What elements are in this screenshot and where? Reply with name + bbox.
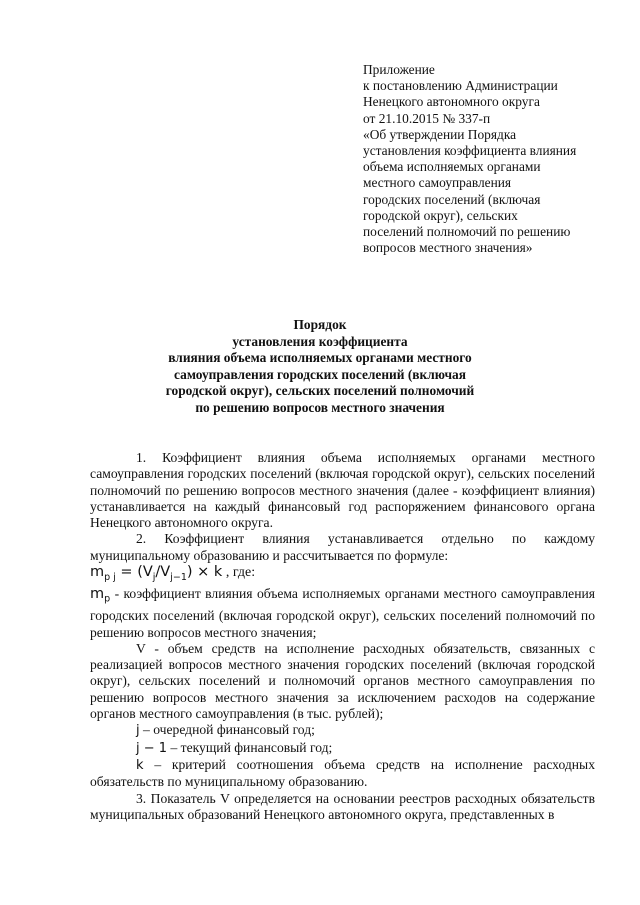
mp-symbol: m	[90, 586, 105, 603]
paragraph-3: 3. Показатель V определяется на основании реестров расходных обязательств муниципальных образований Ненецкого автономного округа, представленных в	[90, 790, 595, 822]
appendix-line: установления коэффициента влияния	[363, 143, 577, 159]
paragraph-1: 1. Коэффициент влияния объема исполняемых органами местного самоуправления городских поселений (включая городской округ), сельских поселений полномочий по решению вопросов местного значения (далее - коэффициент влияния) устанавливается на каждый финансовый год распоряжением финансового органа Ненецкого автономного округа.	[90, 450, 595, 531]
appendix-line: местного самоуправления	[363, 175, 512, 191]
appendix-line: городской округ), сельских	[363, 207, 518, 223]
formula-lhs: m	[90, 564, 105, 581]
j1-symbol: j − 1	[136, 740, 168, 756]
definition-j	[90, 722, 595, 739]
appendix-line: объема исполняемых органами	[363, 159, 541, 175]
k-symbol: k	[136, 757, 144, 773]
paragraph-2: 2. Коэффициент влияния устанавливается отдельно по каждому муниципальному образованию и рассчитывается по формуле:	[90, 531, 595, 563]
appendix-line: «Об утверждении Порядка	[363, 126, 517, 142]
appendix-line: от 21.10.2015 № 337-п	[363, 110, 491, 126]
definition-v: V - объем средств на исполнение расходных обязательств, связанных с реализацией вопросов местного значения городских поселений (включая городской округ), сельских поселений и полномочий органов местного самоуправления по решению вопросов местного значения за исключением расходов на содержание органов местного самоуправления (в тыс. рублей);	[90, 640, 595, 722]
title-line: городской округ), сельских поселений полномочий	[165, 383, 475, 398]
formula-open: (V	[137, 564, 153, 581]
appendix-header	[363, 62, 603, 256]
document-body	[90, 450, 595, 823]
mp-symbol-sub: p	[104, 593, 111, 605]
definition-k	[90, 757, 595, 791]
j-symbol: j	[136, 723, 140, 739]
formula-num-sub: j	[152, 571, 156, 583]
formula-times-k: × k	[192, 564, 223, 581]
title-line: установления коэффициента	[232, 333, 408, 349]
definition-j-minus-1	[90, 740, 595, 757]
formula-eq: =	[115, 564, 138, 581]
title-line: самоуправления городских поселений (включая	[174, 366, 466, 382]
appendix-line: к постановлению Администрации	[363, 78, 558, 94]
formula-slash: /V	[155, 564, 171, 581]
definition-mp	[90, 586, 595, 641]
document-title	[90, 317, 550, 416]
title-line: по решению вопросов местного значения	[195, 399, 445, 415]
title-line: влияния объема исполняемых органами местного	[168, 350, 472, 365]
appendix-line: Приложение	[363, 62, 435, 77]
appendix-line: поселений полномочий по решению	[363, 224, 571, 240]
j-text: – очередной финансовый год;	[139, 722, 315, 738]
formula-lhs-sub: p j	[104, 571, 116, 583]
formula-den-sub: j−1	[170, 571, 187, 583]
k-text: – критерий соотношения объема средств на исполнение расходных обязательств по муниципальному образованию.	[90, 756, 595, 790]
mp-text: - коэффициент влияния объема исполняемых органами местного самоуправления городских поселений (включая городской округ), сельских поселений полномочий по решению вопросов местного значения;	[90, 586, 595, 640]
j1-text: – текущий финансовый год;	[167, 739, 333, 755]
appendix-line: Ненецкого автономного округа	[363, 94, 540, 110]
appendix-line: городских поселений (включая	[363, 191, 541, 207]
appendix-line: вопросов местного значения»	[363, 240, 533, 256]
formula	[90, 564, 595, 586]
title-line: Порядок	[293, 317, 347, 332]
formula-close: )	[186, 564, 193, 581]
formula-suffix: , где:	[222, 565, 256, 581]
